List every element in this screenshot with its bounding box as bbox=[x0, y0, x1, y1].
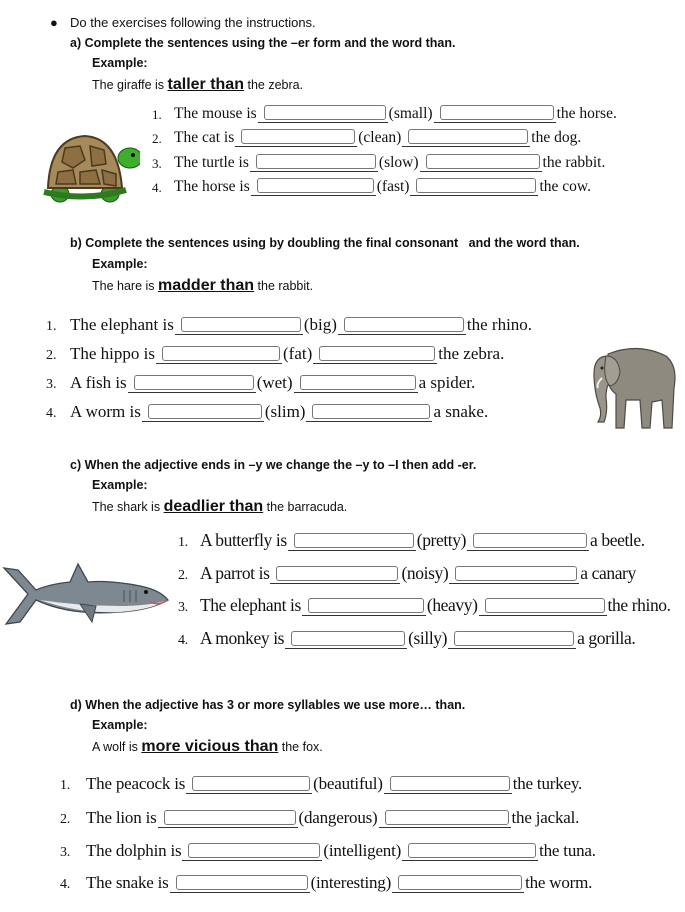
example-answer: madder than bbox=[158, 277, 255, 294]
item-object: the rhino. bbox=[466, 315, 533, 334]
item-subject: A fish is bbox=[70, 373, 127, 392]
item-adjective: (slim) bbox=[264, 402, 306, 421]
answer-box-1[interactable] bbox=[302, 597, 426, 616]
answer-box-1[interactable] bbox=[186, 775, 312, 794]
answer-box-1[interactable] bbox=[250, 153, 378, 172]
section-a-item-2 bbox=[152, 128, 581, 147]
section-b-item-2 bbox=[46, 344, 504, 364]
section-d-item-4 bbox=[60, 873, 592, 893]
item-number: 1. bbox=[178, 535, 188, 550]
item-subject: A monkey is bbox=[200, 628, 285, 648]
item-object: the dog. bbox=[531, 129, 582, 146]
answer-box-1[interactable] bbox=[128, 374, 256, 393]
example-post: the rabbit. bbox=[257, 279, 314, 293]
item-subject: A parrot is bbox=[200, 563, 270, 583]
item-adjective: (wet) bbox=[256, 373, 293, 392]
item-subject: The lion is bbox=[86, 808, 157, 827]
section-c-item-2 bbox=[178, 563, 636, 584]
item-number: 2. bbox=[178, 568, 188, 583]
answer-box-1[interactable] bbox=[158, 809, 298, 828]
section-d-item-2 bbox=[60, 808, 579, 828]
example-answer: more vicious than bbox=[141, 738, 279, 755]
answer-box-2[interactable] bbox=[402, 128, 530, 147]
answer-box-2[interactable] bbox=[420, 153, 542, 172]
item-subject: A butterfly is bbox=[200, 530, 287, 550]
section-a-item-1 bbox=[152, 104, 617, 123]
intro-text: Do the exercises following the instructions. bbox=[70, 15, 316, 30]
item-number: 3. bbox=[178, 600, 188, 615]
item-adjective: (dangerous) bbox=[298, 808, 378, 827]
item-adjective: (noisy) bbox=[401, 563, 449, 583]
item-number: 2. bbox=[152, 131, 162, 146]
item-adjective: (fat) bbox=[283, 344, 313, 363]
item-adjective: (interesting) bbox=[310, 873, 392, 892]
answer-box-1[interactable] bbox=[258, 104, 388, 123]
turtle-image bbox=[40, 128, 140, 206]
answer-box-2[interactable] bbox=[379, 809, 511, 828]
item-number: 2. bbox=[46, 348, 57, 363]
answer-box-2[interactable] bbox=[434, 104, 556, 123]
answer-box-2[interactable] bbox=[448, 630, 576, 649]
item-adjective: (fast) bbox=[376, 178, 410, 195]
example-pre: The hare is bbox=[92, 279, 155, 293]
section-c-example bbox=[92, 498, 347, 516]
example-post: the zebra. bbox=[247, 78, 304, 92]
item-subject: The peacock is bbox=[86, 774, 186, 793]
answer-box-1[interactable] bbox=[182, 842, 322, 861]
answer-box-2[interactable] bbox=[392, 874, 524, 893]
item-subject: The turtle is bbox=[174, 154, 249, 171]
item-subject: The hippo is bbox=[70, 344, 155, 363]
answer-box-2[interactable] bbox=[384, 775, 512, 794]
item-adjective: (small) bbox=[388, 105, 433, 122]
example-post: the barracuda. bbox=[266, 500, 348, 514]
item-number: 4. bbox=[178, 633, 188, 648]
section-a-example bbox=[92, 76, 303, 94]
example-pre: A wolf is bbox=[92, 740, 138, 754]
example-pre: The shark is bbox=[92, 500, 161, 514]
item-number: 1. bbox=[60, 778, 71, 793]
item-object: the horse. bbox=[556, 105, 617, 122]
item-subject: The cat is bbox=[174, 129, 235, 146]
item-adjective: (heavy) bbox=[426, 595, 478, 615]
item-number: 3. bbox=[60, 845, 71, 860]
answer-box-2[interactable] bbox=[338, 316, 466, 335]
answer-box-1[interactable] bbox=[270, 565, 400, 584]
answer-box-2[interactable] bbox=[402, 842, 538, 861]
item-object: the tuna. bbox=[539, 841, 596, 860]
section-b-example-label: Example: bbox=[92, 257, 148, 271]
section-c-example-label: Example: bbox=[92, 478, 148, 492]
section-c-heading: c) When the adjective ends in –y we change the –y to –I then add -er. bbox=[70, 458, 477, 472]
answer-box-2[interactable] bbox=[306, 403, 432, 422]
answer-box-1[interactable] bbox=[285, 630, 407, 649]
answer-box-2[interactable] bbox=[449, 565, 579, 584]
section-d-example-label: Example: bbox=[92, 718, 148, 732]
item-object: the rhino. bbox=[607, 595, 671, 615]
section-d-item-3 bbox=[60, 841, 596, 861]
item-object: the rabbit. bbox=[542, 154, 606, 171]
item-subject: The elephant is bbox=[200, 595, 301, 615]
answer-box-2[interactable] bbox=[294, 374, 418, 393]
example-answer: deadlier than bbox=[163, 498, 264, 515]
item-object: the cow. bbox=[539, 178, 591, 195]
answer-box-1[interactable] bbox=[251, 177, 376, 196]
answer-box-2[interactable] bbox=[313, 345, 437, 364]
item-adjective: (silly) bbox=[408, 628, 448, 648]
item-adjective: (intelligent) bbox=[323, 841, 402, 860]
item-number: 4. bbox=[152, 180, 162, 195]
item-number: 1. bbox=[46, 319, 57, 334]
example-answer: taller than bbox=[167, 76, 244, 93]
answer-box-2[interactable] bbox=[467, 532, 589, 551]
section-a-example-label: Example: bbox=[92, 56, 148, 70]
item-number: 4. bbox=[60, 877, 71, 892]
item-object: a beetle. bbox=[590, 530, 645, 550]
item-object: the jackal. bbox=[511, 808, 580, 827]
section-b-item-4 bbox=[46, 402, 488, 422]
item-subject: The horse is bbox=[174, 178, 250, 195]
section-a-item-4 bbox=[152, 177, 591, 196]
section-c-item-1 bbox=[178, 530, 645, 551]
section-a-item-3 bbox=[152, 153, 605, 172]
answer-box-1[interactable] bbox=[170, 874, 310, 893]
item-subject: The elephant is bbox=[70, 315, 174, 334]
item-number: 3. bbox=[152, 156, 162, 171]
item-object: a gorilla. bbox=[577, 628, 636, 648]
example-pre: The giraffe is bbox=[92, 78, 165, 92]
section-d-example bbox=[92, 738, 323, 756]
item-object: a canary bbox=[580, 563, 636, 583]
shark-image bbox=[0, 560, 172, 632]
item-object: the zebra. bbox=[438, 344, 505, 363]
item-number: 1. bbox=[152, 107, 162, 122]
answer-box-1[interactable] bbox=[175, 316, 303, 335]
elephant-image bbox=[588, 342, 680, 432]
item-adjective: (slow) bbox=[378, 154, 419, 171]
item-subject: A worm is bbox=[70, 402, 141, 421]
item-subject: The dolphin is bbox=[86, 841, 182, 860]
answer-box-2[interactable] bbox=[410, 177, 538, 196]
item-subject: The snake is bbox=[86, 873, 169, 892]
item-number: 3. bbox=[46, 377, 57, 392]
answer-box-1[interactable] bbox=[235, 128, 357, 147]
item-number: 4. bbox=[46, 406, 57, 421]
item-object: the worm. bbox=[525, 873, 593, 892]
section-b-example bbox=[92, 277, 313, 295]
section-c-item-3 bbox=[178, 595, 671, 616]
item-object: the turkey. bbox=[512, 774, 583, 793]
section-d-item-1 bbox=[60, 774, 582, 794]
intro-bullet: ● bbox=[50, 15, 58, 30]
item-object: a spider. bbox=[418, 373, 476, 392]
section-c-item-4 bbox=[178, 628, 635, 649]
example-post: the fox. bbox=[281, 740, 323, 754]
section-b-item-3 bbox=[46, 373, 475, 393]
answer-box-1[interactable] bbox=[156, 345, 282, 364]
section-a-heading: a) Complete the sentences using the –er form and the word than. bbox=[70, 36, 456, 50]
item-adjective: (pretty) bbox=[416, 530, 467, 550]
answer-box-2[interactable] bbox=[479, 597, 607, 616]
section-b-item-1 bbox=[46, 315, 532, 335]
answer-box-1[interactable] bbox=[288, 532, 416, 551]
section-d-heading: d) When the adjective has 3 or more syllables we use more… than. bbox=[70, 698, 466, 712]
item-subject: The mouse is bbox=[174, 105, 257, 122]
item-adjective: (beautiful) bbox=[313, 774, 383, 793]
item-adjective: (big) bbox=[303, 315, 337, 334]
answer-box-1[interactable] bbox=[142, 403, 264, 422]
section-b-heading: b) Complete the sentences using by doubling the final consonant and the word than. bbox=[70, 236, 580, 250]
item-object: a snake. bbox=[433, 402, 489, 421]
item-adjective: (clean) bbox=[358, 129, 402, 146]
item-number: 2. bbox=[60, 812, 71, 827]
